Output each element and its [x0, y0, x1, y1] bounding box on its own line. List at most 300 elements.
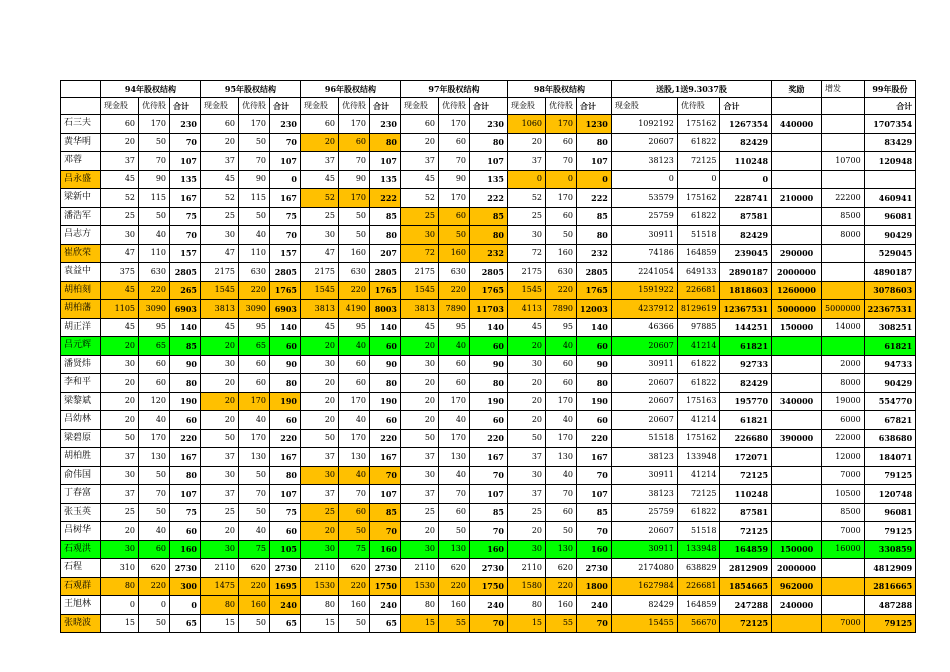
data-cell[interactable]: 92733 [720, 355, 772, 374]
data-cell[interactable] [772, 522, 822, 541]
data-cell[interactable]: 3078603 [864, 281, 916, 300]
shareholder-name-cell[interactable]: 吕幼林 [61, 411, 101, 430]
data-cell[interactable]: 7000 [822, 614, 865, 633]
data-cell[interactable]: 190 [370, 392, 401, 411]
data-cell[interactable]: 80 [301, 596, 339, 615]
data-cell[interactable]: 25759 [611, 503, 677, 522]
data-cell[interactable]: 30911 [611, 226, 677, 245]
subheader-total-99[interactable]: 合计 [864, 98, 916, 115]
data-cell[interactable]: 190 [470, 392, 508, 411]
data-cell[interactable]: 107 [170, 485, 201, 504]
data-cell[interactable]: 80 [508, 596, 546, 615]
data-cell[interactable]: 170 [339, 429, 370, 448]
data-cell[interactable]: 40 [439, 466, 470, 485]
data-cell[interactable]: 20 [508, 522, 546, 541]
data-cell[interactable]: 620 [139, 559, 170, 578]
data-cell[interactable]: 72 [508, 244, 546, 263]
data-cell[interactable]: 140 [270, 318, 301, 337]
data-cell[interactable]: 207 [370, 244, 401, 263]
data-cell[interactable]: 228741 [720, 189, 772, 208]
data-cell[interactable]: 51518 [677, 522, 720, 541]
data-cell[interactable] [822, 244, 865, 263]
data-cell[interactable]: 61821 [720, 411, 772, 430]
data-cell[interactable]: 175162 [677, 189, 720, 208]
data-cell[interactable]: 1818603 [720, 281, 772, 300]
data-cell[interactable]: 2816665 [864, 577, 916, 596]
data-cell[interactable]: 70 [577, 614, 612, 633]
data-cell[interactable]: 25 [201, 503, 239, 522]
data-cell[interactable] [772, 503, 822, 522]
data-cell[interactable]: 167 [270, 189, 301, 208]
data-cell[interactable]: 25 [508, 503, 546, 522]
data-cell[interactable]: 167 [470, 448, 508, 467]
data-cell[interactable]: 60 [439, 133, 470, 152]
data-cell[interactable]: 220 [339, 577, 370, 596]
data-cell[interactable]: 0 [270, 170, 301, 189]
data-cell[interactable] [822, 115, 865, 134]
data-cell[interactable]: 440000 [772, 115, 822, 134]
data-cell[interactable]: 60 [139, 374, 170, 393]
data-cell[interactable]: 160 [239, 596, 270, 615]
data-cell[interactable]: 30911 [611, 540, 677, 559]
data-cell[interactable]: 87581 [720, 207, 772, 226]
shareholder-name-cell[interactable]: 丁春富 [61, 485, 101, 504]
data-cell[interactable]: 25 [401, 503, 439, 522]
data-cell[interactable]: 160 [339, 244, 370, 263]
data-cell[interactable]: 20 [201, 133, 239, 152]
data-cell[interactable]: 170 [139, 429, 170, 448]
subheader-cash[interactable]: 现金股 [301, 98, 339, 115]
data-cell[interactable]: 96081 [864, 207, 916, 226]
data-cell[interactable]: 8500 [822, 503, 865, 522]
data-cell[interactable]: 80 [577, 133, 612, 152]
data-cell[interactable]: 25 [101, 503, 139, 522]
data-cell[interactable]: 144251 [720, 318, 772, 337]
data-cell[interactable]: 72125 [720, 614, 772, 633]
data-cell[interactable]: 2110 [201, 559, 239, 578]
data-cell[interactable]: 60 [439, 355, 470, 374]
data-cell[interactable]: 6903 [270, 300, 301, 319]
data-cell[interactable]: 75 [270, 503, 301, 522]
subheader-pref[interactable]: 优待股 [339, 98, 370, 115]
data-cell[interactable]: 232 [577, 244, 612, 263]
data-cell[interactable]: 80 [170, 374, 201, 393]
data-cell[interactable]: 60 [439, 503, 470, 522]
shareholder-name-cell[interactable]: 石观群 [61, 577, 101, 596]
data-cell[interactable] [822, 337, 865, 356]
data-cell[interactable]: 80 [577, 374, 612, 393]
shareholder-name-cell[interactable]: 梁黎斌 [61, 392, 101, 411]
data-cell[interactable]: 80 [470, 226, 508, 245]
data-cell[interactable]: 60 [201, 115, 239, 134]
corner-cell[interactable] [61, 81, 101, 98]
subheader-blank[interactable] [822, 98, 865, 115]
data-cell[interactable]: 170 [546, 115, 577, 134]
subheader-total[interactable]: 合计 [470, 98, 508, 115]
data-cell[interactable]: 50 [139, 207, 170, 226]
data-cell[interactable]: 60 [546, 207, 577, 226]
data-cell[interactable] [772, 355, 822, 374]
data-cell[interactable]: 20 [301, 374, 339, 393]
subheader-pref[interactable]: 优待股 [546, 98, 577, 115]
data-cell[interactable]: 38123 [611, 448, 677, 467]
data-cell[interactable]: 60 [101, 115, 139, 134]
data-cell[interactable]: 60 [370, 337, 401, 356]
data-cell[interactable]: 60 [139, 540, 170, 559]
data-cell[interactable]: 220 [546, 577, 577, 596]
data-cell[interactable]: 1545 [201, 281, 239, 300]
data-cell[interactable]: 2730 [470, 559, 508, 578]
data-cell[interactable]: 72125 [720, 466, 772, 485]
data-cell[interactable]: 70 [139, 485, 170, 504]
data-cell[interactable]: 50 [139, 503, 170, 522]
data-cell[interactable]: 70 [139, 152, 170, 171]
data-cell[interactable]: 87581 [720, 503, 772, 522]
data-cell[interactable]: 2730 [577, 559, 612, 578]
data-cell[interactable]: 97885 [677, 318, 720, 337]
data-cell[interactable]: 60 [301, 115, 339, 134]
data-cell[interactable]: 170 [239, 115, 270, 134]
data-cell[interactable]: 20 [201, 522, 239, 541]
data-cell[interactable]: 157 [270, 244, 301, 263]
data-cell[interactable]: 30 [201, 226, 239, 245]
data-cell[interactable]: 30 [101, 226, 139, 245]
data-cell[interactable]: 40 [239, 522, 270, 541]
data-cell[interactable]: 8000 [822, 374, 865, 393]
data-cell[interactable]: 2730 [270, 559, 301, 578]
data-cell[interactable]: 620 [339, 559, 370, 578]
data-cell[interactable]: 25 [301, 503, 339, 522]
data-cell[interactable]: 220 [239, 281, 270, 300]
data-cell[interactable]: 80 [370, 374, 401, 393]
data-cell[interactable]: 60 [577, 411, 612, 430]
data-cell[interactable]: 240 [270, 596, 301, 615]
data-cell[interactable]: 60 [439, 374, 470, 393]
data-cell[interactable]: 190 [577, 392, 612, 411]
data-cell[interactable]: 50 [139, 466, 170, 485]
data-cell[interactable]: 110 [139, 244, 170, 263]
shareholder-name-cell[interactable]: 黄华明 [61, 133, 101, 152]
data-cell[interactable]: 60 [546, 355, 577, 374]
data-cell[interactable]: 190 [170, 392, 201, 411]
data-cell[interactable]: 80 [470, 374, 508, 393]
data-cell[interactable]: 30 [101, 466, 139, 485]
data-cell[interactable]: 37 [508, 485, 546, 504]
data-cell[interactable]: 170 [439, 189, 470, 208]
data-cell[interactable]: 20 [401, 374, 439, 393]
data-cell[interactable]: 2812909 [720, 559, 772, 578]
data-cell[interactable]: 620 [546, 559, 577, 578]
data-cell[interactable]: 2805 [170, 263, 201, 282]
data-cell[interactable]: 160 [339, 596, 370, 615]
data-cell[interactable]: 70 [439, 152, 470, 171]
data-cell[interactable]: 50 [401, 429, 439, 448]
data-cell[interactable]: 70 [370, 466, 401, 485]
data-cell[interactable]: 72 [401, 244, 439, 263]
data-cell[interactable]: 37 [301, 152, 339, 171]
data-cell[interactable] [772, 226, 822, 245]
data-cell[interactable]: 8129619 [677, 300, 720, 319]
data-cell[interactable]: 30 [401, 540, 439, 559]
data-cell[interactable]: 2110 [301, 559, 339, 578]
data-cell[interactable]: 2175 [201, 263, 239, 282]
shareholder-name-cell[interactable]: 王旭林 [61, 596, 101, 615]
data-cell[interactable]: 0 [677, 170, 720, 189]
data-cell[interactable]: 190 [270, 392, 301, 411]
data-cell[interactable]: 50 [201, 429, 239, 448]
shareholder-name-cell[interactable]: 潘浩军 [61, 207, 101, 226]
data-cell[interactable]: 0 [720, 170, 772, 189]
data-cell[interactable]: 30 [508, 226, 546, 245]
data-cell[interactable]: 95 [439, 318, 470, 337]
data-cell[interactable]: 70 [439, 485, 470, 504]
data-cell[interactable]: 90 [439, 170, 470, 189]
shareholder-name-cell[interactable]: 胡正洋 [61, 318, 101, 337]
data-cell[interactable]: 1765 [577, 281, 612, 300]
data-cell[interactable]: 1092192 [611, 115, 677, 134]
data-cell[interactable]: 170 [139, 115, 170, 134]
data-cell[interactable]: 1267354 [720, 115, 772, 134]
data-cell[interactable]: 7890 [439, 300, 470, 319]
data-cell[interactable]: 56670 [677, 614, 720, 633]
data-cell[interactable]: 20 [101, 133, 139, 152]
data-cell[interactable]: 80 [577, 226, 612, 245]
data-cell[interactable]: 160 [546, 244, 577, 263]
data-cell[interactable]: 2890187 [720, 263, 772, 282]
data-cell[interactable]: 41214 [677, 411, 720, 430]
data-cell[interactable]: 20 [301, 392, 339, 411]
data-cell[interactable]: 330859 [864, 540, 916, 559]
data-cell[interactable]: 0 [101, 596, 139, 615]
data-cell[interactable]: 65 [239, 337, 270, 356]
data-cell[interactable]: 41214 [677, 466, 720, 485]
data-cell[interactable]: 164859 [677, 244, 720, 263]
data-cell[interactable]: 308251 [864, 318, 916, 337]
data-cell[interactable] [822, 133, 865, 152]
data-cell[interactable]: 70 [470, 522, 508, 541]
data-cell[interactable]: 82429 [720, 133, 772, 152]
data-cell[interactable]: 4190 [339, 300, 370, 319]
data-cell[interactable]: 30 [401, 226, 439, 245]
data-cell[interactable]: 50 [339, 207, 370, 226]
data-cell[interactable]: 20607 [611, 411, 677, 430]
shareholder-name-cell[interactable]: 潘贤炜 [61, 355, 101, 374]
data-cell[interactable]: 300 [170, 577, 201, 596]
data-cell[interactable] [822, 170, 865, 189]
data-cell[interactable]: 160 [439, 596, 470, 615]
data-cell[interactable]: 2805 [370, 263, 401, 282]
data-cell[interactable]: 19000 [822, 392, 865, 411]
data-cell[interactable]: 1475 [201, 577, 239, 596]
data-cell[interactable]: 2730 [170, 559, 201, 578]
data-cell[interactable]: 630 [439, 263, 470, 282]
data-cell[interactable]: 226681 [677, 281, 720, 300]
data-cell[interactable]: 20 [201, 374, 239, 393]
data-cell[interactable]: 30 [508, 540, 546, 559]
data-cell[interactable]: 30 [101, 355, 139, 374]
data-cell[interactable]: 40 [339, 337, 370, 356]
data-cell[interactable]: 115 [239, 189, 270, 208]
data-cell[interactable]: 4113 [508, 300, 546, 319]
data-cell[interactable]: 20 [301, 522, 339, 541]
data-cell[interactable]: 40 [239, 226, 270, 245]
data-cell[interactable]: 130 [239, 448, 270, 467]
data-cell[interactable]: 70 [577, 522, 612, 541]
data-cell[interactable]: 72125 [677, 485, 720, 504]
data-cell[interactable]: 222 [470, 189, 508, 208]
data-cell[interactable]: 133948 [677, 448, 720, 467]
data-cell[interactable]: 90 [339, 170, 370, 189]
data-cell[interactable]: 12367531 [720, 300, 772, 319]
header-issuance[interactable]: 增发 [822, 81, 865, 98]
data-cell[interactable]: 1800 [577, 577, 612, 596]
data-cell[interactable]: 30 [401, 355, 439, 374]
data-cell[interactable]: 239045 [720, 244, 772, 263]
data-cell[interactable]: 220 [239, 577, 270, 596]
data-cell[interactable]: 40 [139, 411, 170, 430]
data-cell[interactable]: 175162 [677, 115, 720, 134]
data-cell[interactable]: 38123 [611, 152, 677, 171]
data-cell[interactable]: 220 [139, 281, 170, 300]
data-cell[interactable]: 160 [370, 540, 401, 559]
data-cell[interactable]: 230 [170, 115, 201, 134]
shareholder-name-cell[interactable]: 胡柏胜 [61, 448, 101, 467]
data-cell[interactable]: 50 [508, 429, 546, 448]
data-cell[interactable]: 247288 [720, 596, 772, 615]
data-cell[interactable]: 52 [101, 189, 139, 208]
data-cell[interactable]: 30 [301, 355, 339, 374]
data-cell[interactable]: 60 [546, 503, 577, 522]
data-cell[interactable]: 83429 [864, 133, 916, 152]
data-cell[interactable]: 37 [401, 152, 439, 171]
data-cell[interactable]: 80 [370, 133, 401, 152]
data-cell[interactable]: 20 [301, 133, 339, 152]
data-cell[interactable]: 107 [577, 485, 612, 504]
data-cell[interactable]: 107 [270, 152, 301, 171]
data-cell[interactable]: 61822 [677, 374, 720, 393]
data-cell[interactable]: 30 [508, 355, 546, 374]
data-cell[interactable]: 135 [170, 170, 201, 189]
data-cell[interactable]: 170 [239, 392, 270, 411]
data-cell[interactable]: 8003 [370, 300, 401, 319]
data-cell[interactable]: 240000 [772, 596, 822, 615]
header-97[interactable]: 97年股权结构 [401, 81, 508, 98]
data-cell[interactable]: 85 [370, 207, 401, 226]
data-cell[interactable]: 70 [170, 226, 201, 245]
data-cell[interactable]: 70 [270, 133, 301, 152]
header-99[interactable]: 99年股份 [864, 81, 916, 98]
data-cell[interactable]: 80 [470, 133, 508, 152]
data-cell[interactable]: 20 [101, 411, 139, 430]
data-cell[interactable]: 20 [201, 392, 239, 411]
data-cell[interactable]: 52 [201, 189, 239, 208]
data-cell[interactable]: 45 [401, 170, 439, 189]
data-cell[interactable]: 20 [101, 337, 139, 356]
data-cell[interactable]: 20 [508, 133, 546, 152]
data-cell[interactable] [822, 263, 865, 282]
data-cell[interactable]: 70 [577, 466, 612, 485]
data-cell[interactable]: 90 [239, 170, 270, 189]
data-cell[interactable]: 164859 [720, 540, 772, 559]
data-cell[interactable]: 45 [101, 170, 139, 189]
subheader-blank[interactable] [772, 98, 822, 115]
subheader-total[interactable]: 合计 [577, 98, 612, 115]
data-cell[interactable]: 220 [439, 281, 470, 300]
header-reward[interactable]: 奖励 [772, 81, 822, 98]
data-cell[interactable]: 30 [201, 540, 239, 559]
data-cell[interactable]: 75 [170, 503, 201, 522]
data-cell[interactable]: 41214 [677, 337, 720, 356]
data-cell[interactable]: 90 [170, 355, 201, 374]
data-cell[interactable]: 30 [201, 355, 239, 374]
data-cell[interactable]: 220 [370, 429, 401, 448]
data-cell[interactable]: 170 [339, 115, 370, 134]
data-cell[interactable]: 2175 [301, 263, 339, 282]
data-cell[interactable]: 30 [401, 466, 439, 485]
data-cell[interactable]: 80 [270, 466, 301, 485]
data-cell[interactable]: 20 [508, 337, 546, 356]
data-cell[interactable]: 230 [370, 115, 401, 134]
data-cell[interactable]: 1750 [370, 577, 401, 596]
data-cell[interactable]: 50 [239, 503, 270, 522]
data-cell[interactable]: 50 [339, 226, 370, 245]
data-cell[interactable]: 37 [201, 448, 239, 467]
data-cell[interactable]: 30911 [611, 355, 677, 374]
data-cell[interactable]: 96081 [864, 503, 916, 522]
data-cell[interactable] [772, 448, 822, 467]
data-cell[interactable]: 51518 [611, 429, 677, 448]
subheader-total[interactable]: 合计 [370, 98, 401, 115]
data-cell[interactable]: 133948 [677, 540, 720, 559]
data-cell[interactable]: 167 [170, 189, 201, 208]
data-cell[interactable]: 130 [439, 448, 470, 467]
data-cell[interactable]: 649133 [677, 263, 720, 282]
data-cell[interactable]: 90429 [864, 374, 916, 393]
data-cell[interactable]: 1765 [270, 281, 301, 300]
data-cell[interactable]: 130 [546, 448, 577, 467]
data-cell[interactable]: 85 [577, 503, 612, 522]
shareholder-name-cell[interactable]: 吕元辉 [61, 337, 101, 356]
data-cell[interactable]: 1707354 [864, 115, 916, 134]
data-cell[interactable]: 487288 [864, 596, 916, 615]
shareholder-name-cell[interactable]: 张玉英 [61, 503, 101, 522]
data-cell[interactable]: 75 [270, 207, 301, 226]
data-cell[interactable]: 0 [170, 596, 201, 615]
data-cell[interactable] [772, 374, 822, 393]
data-cell[interactable]: 1545 [301, 281, 339, 300]
data-cell[interactable]: 12003 [577, 300, 612, 319]
shareholder-name-cell[interactable]: 石三夫 [61, 115, 101, 134]
data-cell[interactable]: 1854665 [720, 577, 772, 596]
data-cell[interactable]: 38123 [611, 485, 677, 504]
data-cell[interactable]: 210000 [772, 189, 822, 208]
data-cell[interactable]: 50 [139, 133, 170, 152]
data-cell[interactable]: 2805 [470, 263, 508, 282]
data-cell[interactable]: 15 [101, 614, 139, 633]
data-cell[interactable]: 60 [170, 411, 201, 430]
data-cell[interactable]: 70 [339, 152, 370, 171]
data-cell[interactable]: 60 [239, 355, 270, 374]
data-cell[interactable]: 55 [439, 614, 470, 633]
data-cell[interactable]: 220 [270, 429, 301, 448]
data-cell[interactable]: 11703 [470, 300, 508, 319]
data-cell[interactable]: 170 [239, 429, 270, 448]
shareholder-name-cell[interactable]: 吕树华 [61, 522, 101, 541]
data-cell[interactable]: 130 [339, 448, 370, 467]
data-cell[interactable]: 1530 [401, 577, 439, 596]
data-cell[interactable]: 6000 [822, 411, 865, 430]
data-cell[interactable]: 53579 [611, 189, 677, 208]
